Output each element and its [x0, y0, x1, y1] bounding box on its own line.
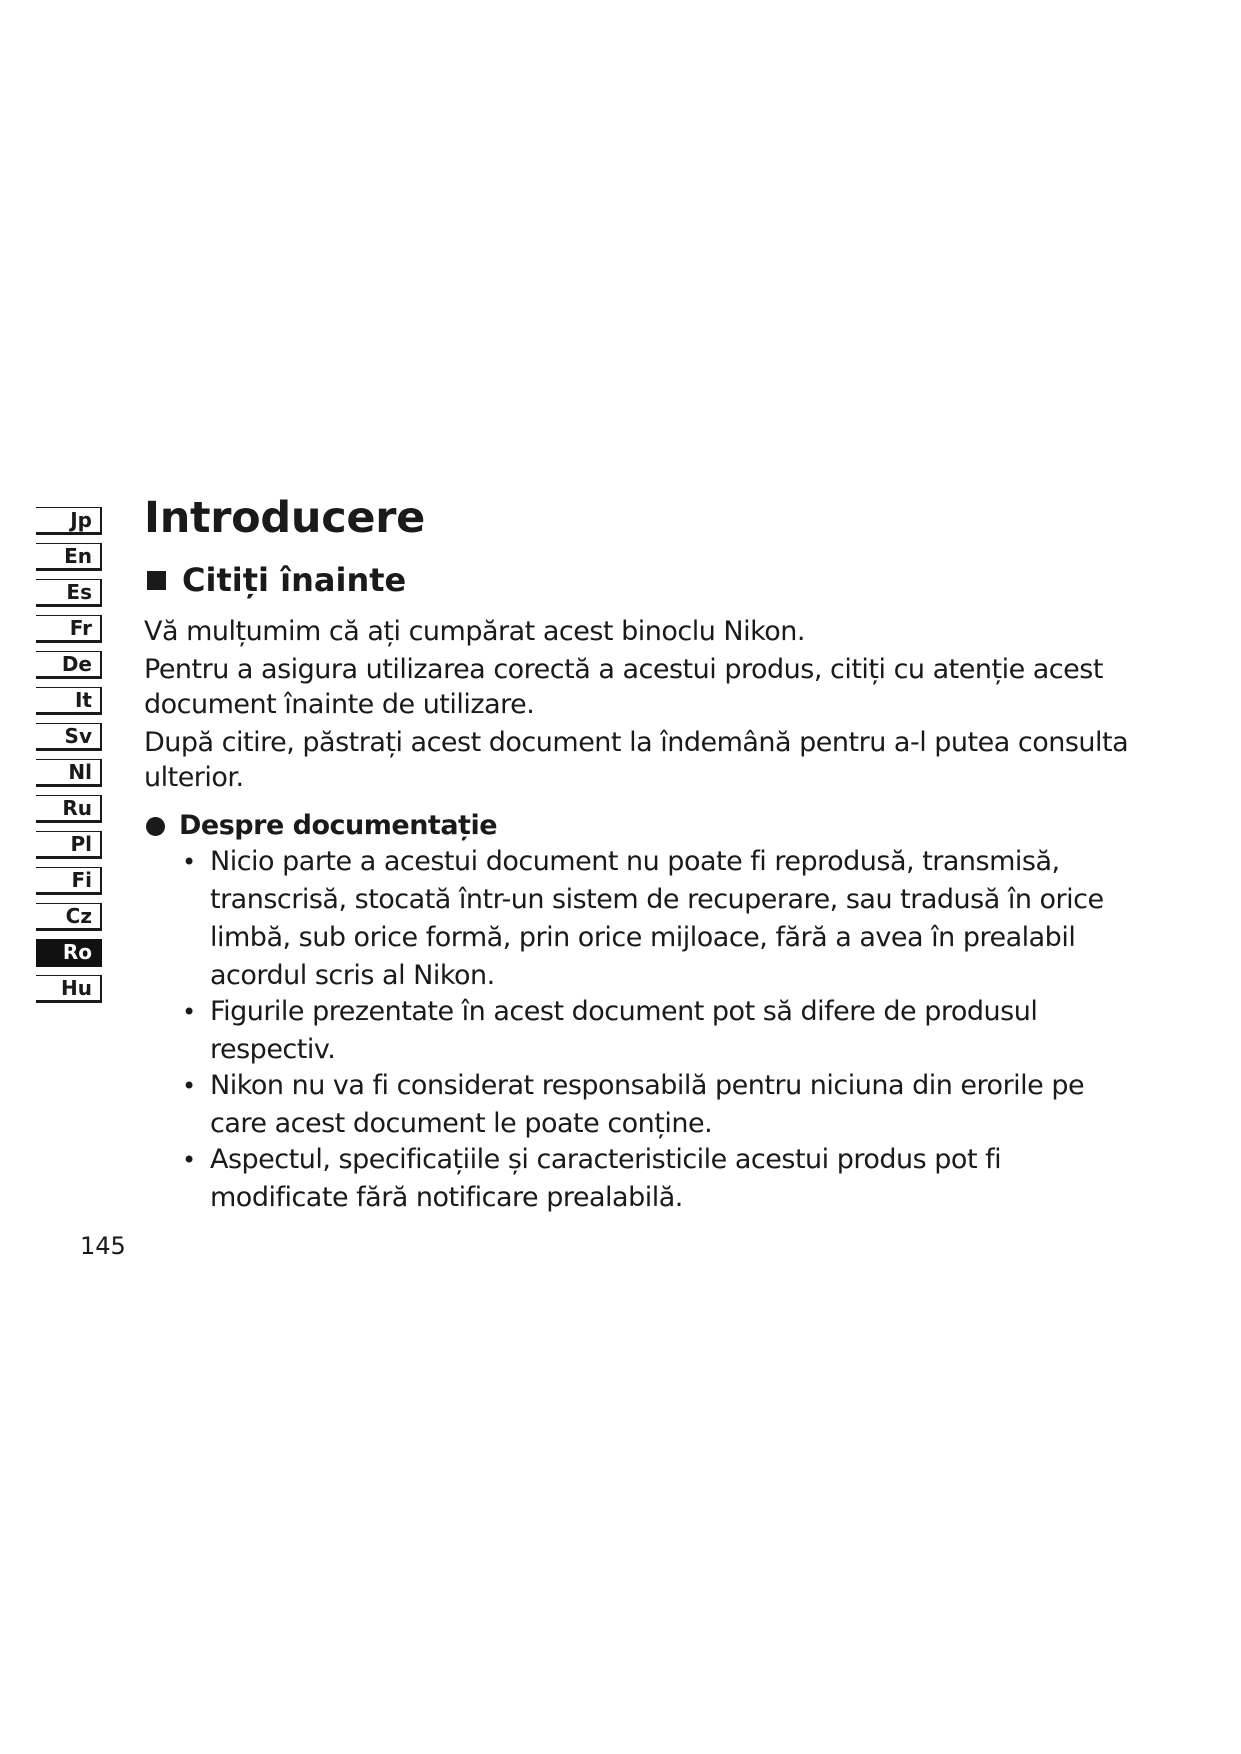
bullet-dot-icon: • — [182, 1072, 196, 1100]
lang-tab-label: Ru — [62, 796, 92, 820]
list-item-text: Figurile prezentate în acest document pot să difere de produsul respectiv. — [210, 996, 1038, 1065]
page-number: 145 — [80, 1232, 126, 1260]
lang-tab-ro[interactable] — [36, 939, 102, 967]
lang-tab-fi[interactable] — [36, 867, 102, 895]
section-heading — [144, 558, 1144, 602]
lang-tab-label: En — [64, 544, 92, 568]
lang-tab-label: Ro — [62, 940, 92, 964]
lang-tab-fr[interactable] — [36, 615, 102, 643]
paragraph: După citire, păstrați acest document la îndemână pentru a-l putea consulta ulterior. — [144, 727, 1129, 793]
list-item-text: Nicio parte a acestui document nu poate fi reprodusă, transmisă, transcrisă, stocată într-un sistem de recuperare, sau tradusă în orice limbă, sub orice formă, prin orice mijloace, fără a avea în prealabil acordul scris al Nikon. — [210, 846, 1104, 991]
lang-tab-label: It — [74, 688, 92, 712]
lang-tab-hu[interactable] — [36, 975, 102, 1003]
lang-tab-ru[interactable] — [36, 795, 102, 823]
section-heading-text: Citiți înainte — [182, 561, 407, 599]
lang-tab-label: Nl — [68, 760, 92, 784]
lang-tab-label: Fr — [69, 616, 92, 640]
lang-tab-label: Sv — [64, 724, 92, 748]
paragraph: Pentru a asigura utilizarea corectă a acestui produs, citiți cu atenție acest document înainte de utilizare. — [144, 654, 1103, 720]
lang-tab-label: Fi — [71, 868, 92, 892]
page-title: Introducere — [144, 493, 426, 543]
documentation-notes-list — [182, 843, 1144, 1217]
list-item — [182, 843, 1144, 995]
lang-tab-nl[interactable] — [36, 759, 102, 787]
lang-tab-label: Es — [66, 580, 92, 604]
intro-paragraphs — [144, 614, 1144, 795]
list-item-text: Nikon nu va fi considerat responsabilă pentru niciuna din erorile pe care acest document le poate conține. — [210, 1070, 1085, 1139]
list-item — [182, 993, 1144, 1069]
subsection-heading-text: Despre documentație — [179, 810, 498, 841]
lang-tab-cz[interactable] — [36, 903, 102, 931]
lang-tab-label: Pl — [70, 832, 92, 856]
lang-tab-label: Hu — [61, 976, 92, 1000]
lang-tab-label: Cz — [65, 904, 92, 928]
lang-tab-de[interactable] — [36, 651, 102, 679]
round-bullet-icon — [146, 817, 165, 836]
lang-tab-es[interactable] — [36, 579, 102, 607]
lang-tab-label: Jp — [70, 508, 92, 532]
lang-tab-en[interactable] — [36, 543, 102, 571]
bullet-dot-icon: • — [182, 848, 196, 876]
square-bullet-icon — [147, 571, 166, 590]
paragraph: Vă mulțumim că ați cumpărat acest binoclu Nikon. — [144, 616, 805, 647]
list-item — [182, 1141, 1144, 1217]
bullet-dot-icon: • — [182, 998, 196, 1026]
subsection-heading — [144, 809, 1144, 843]
list-item-text: Aspectul, specificațiile și caracteristicile acestui produs pot fi modificate fără notificare prealabilă. — [210, 1144, 1002, 1213]
language-tabs — [36, 507, 102, 1011]
lang-tab-label: De — [61, 652, 92, 676]
lang-tab-it[interactable] — [36, 687, 102, 715]
lang-tab-sv[interactable] — [36, 723, 102, 751]
lang-tab-pl[interactable] — [36, 831, 102, 859]
list-item — [182, 1067, 1144, 1143]
bullet-dot-icon: • — [182, 1146, 196, 1174]
lang-tab-jp[interactable] — [36, 507, 102, 535]
page-content — [144, 490, 1144, 1215]
